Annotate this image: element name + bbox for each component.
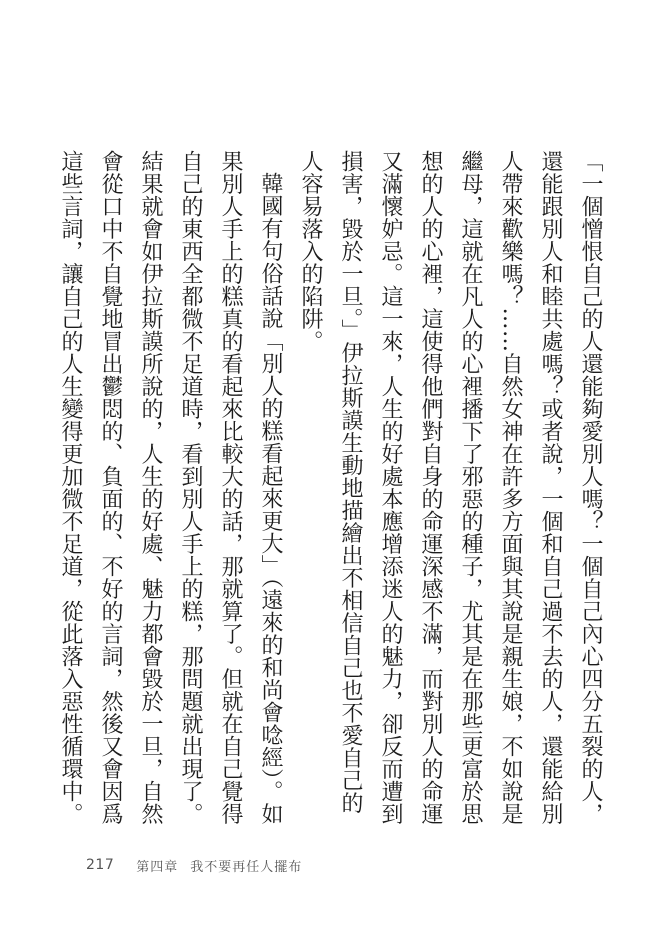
page-footer [86,853,302,877]
page-number: 217 [86,857,115,873]
paragraph-quote: 「一個憎恨自己的人還能夠愛別人嗎？一個自己內心四分五裂的人，還能跟別人和睦共處嗎？或者說，一個和自己過不去的人，還能給別人帶來歡樂嗎？……自然女神在許多方面與其說是親生娘，不如說是繼母，這就在凡人的心裡播下了邪惡的種子，尤其是在那些更富於思想的人的心裡，這使得他們對自身的命運深感不滿，而對別人的命運又滿懷妒忌。這一來，人生的好處本應增添迷人的魅力，卻反而遭到損害，毀於一旦。」伊拉斯謨生動地描繪出不相信自己也不愛自己的人容易落入的陷阱。 [298,150,603,825]
paragraph-proverb: 韓國有句俗話說「別人的糕看起來更大」（遠來的和尚會唸經）。如果別人手上的糕真的看起來比較大的話，那就算了。但就在自己覺得自己的東西全都微不足道時，看到別人手上的糕，那問題就出現了。結果就會如伊拉斯謨所說的，人生的好處、魅力都會毀於一旦，自然會從口中不自覺地冒出鬱悶的、負面的、不好的言詞，然後又會因爲這些言詞，讓自己的人生變得更加微不足道，從此落入惡性循環中。 [58,150,283,825]
vertical-text-block [58,150,610,830]
chapter-label: 第四章 [136,859,179,875]
chapter-title: 我不要再任人擺布 [190,859,303,875]
